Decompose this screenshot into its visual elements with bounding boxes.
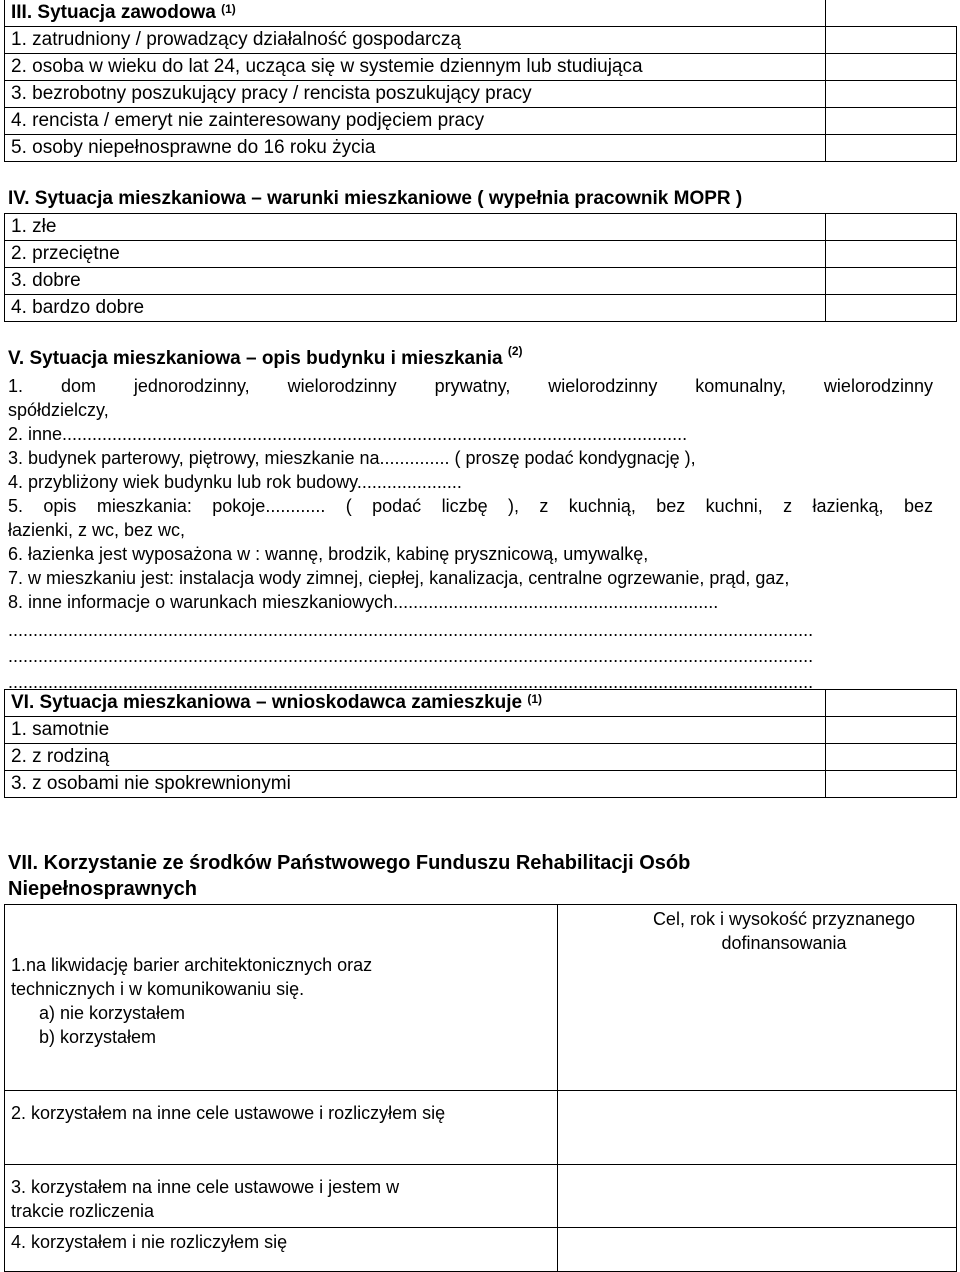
section6-item: 2. z rodziną (5, 744, 826, 771)
section5-dots: ................................................................................................................................................................. (8, 672, 814, 692)
section4-item: 2. przeciętne (5, 241, 826, 268)
checkbox-cell[interactable] (826, 27, 957, 54)
section5-line1b: spółdzielczy, (8, 400, 109, 420)
section5-line6: 6. łazienka jest wyposażona w : wannę, brodzik, kabinę prysznicową, umywalkę, (8, 544, 649, 564)
section5-dots: ................................................................................................................................................................. (8, 646, 814, 666)
section5-dots: ................................................................................................................................................................. (8, 620, 814, 640)
section4-item: 1. złe (5, 214, 826, 241)
section4-item: 3. dobre (5, 268, 826, 295)
checkbox-cell[interactable] (826, 295, 957, 322)
section3-item: 4. rencista / emeryt nie zainteresowany podjęciem pracy (5, 108, 826, 135)
pfron-col-header: Cel, rok i wysokość przyznanego dofinansowania (558, 905, 957, 1091)
section6-heading: VI. Sytuacja mieszkaniowa – wnioskodawca zamieszkuje $^{(1)}$ (5, 690, 826, 717)
pfron-row-1: 1.na likwidację barier architektonicznych oraz technicznych i w komunikowaniu się. a) nie korzystałem b) korzystałem (5, 905, 558, 1091)
option-not-used[interactable]: a) nie korzystałem (39, 1003, 186, 1023)
section4-heading: IV. Sytuacja mieszkaniowa – warunki mieszkaniowe ( wypełnia pracownik MOPR ) (8, 188, 743, 209)
section3-item: 1. zatrudniony / prowadzący działalność gospodarczą (5, 27, 826, 54)
section3-heading-box (826, 0, 957, 27)
section3-heading: III. Sytuacja zawodowa $^{(1)}$ (5, 0, 826, 27)
section3-item: 3. bezrobotny poszukujący pracy / rencista poszukujący pracy (5, 81, 826, 108)
section5-line8: 8. inne informacje o warunkach mieszkaniowych................................................................. (8, 592, 719, 612)
section7-heading: VII. Korzystanie ze środków Państwowego Funduszu Rehabilitacji Osób Niepełnosprawnych (8, 852, 691, 900)
section6-heading-box (826, 690, 957, 717)
section4-item: 4. bardzo dobre (5, 295, 826, 322)
pfron-row-4: 4. korzystałem i nie rozliczyłem się (5, 1228, 558, 1272)
checkbox-cell[interactable] (826, 214, 957, 241)
pfron-row-2-value[interactable] (558, 1091, 957, 1165)
checkbox-cell[interactable] (826, 717, 957, 744)
section5-line7: 7. w mieszkaniu jest: instalacja wody zimnej, ciepłej, kanalizacja, centralne ogrzewanie, prąd, gaz, (8, 568, 790, 588)
section6-item: 3. z osobami nie spokrewnionymi (5, 771, 826, 798)
section5-line4: 4. przybliżony wiek budynku lub rok budowy..................... (8, 472, 462, 492)
checkbox-cell[interactable] (826, 268, 957, 295)
checkbox-cell[interactable] (826, 135, 957, 162)
option-used[interactable]: b) korzystałem (39, 1027, 157, 1047)
section4-table (4, 213, 957, 322)
pfron-table (4, 904, 957, 1272)
section5-heading: V. Sytuacja mieszkaniowa – opis budynku i mieszkania $^{(2)}$ (8, 344, 523, 369)
section5-line1a: 1. dom jednorodzinny, wielorodzinny prywatny, wielorodzinny komunalny, wielorodzinny (8, 376, 933, 396)
checkbox-cell[interactable] (826, 744, 957, 771)
section5-line5b: łazienki, z wc, bez wc, (8, 520, 186, 540)
section5-line5a: 5. opis mieszkania: pokoje............ ( podać liczbę ), z kuchnią, bez kuchni, z łazienką, bez (8, 496, 933, 516)
checkbox-cell[interactable] (826, 771, 957, 798)
checkbox-cell[interactable] (826, 241, 957, 268)
pfron-row-4-value[interactable] (558, 1228, 957, 1272)
pfron-row-3: 3. korzystałem na inne cele ustawowe i jestem w trakcie rozliczenia (5, 1165, 558, 1228)
section6-item: 1. samotnie (5, 717, 826, 744)
checkbox-cell[interactable] (826, 108, 957, 135)
section5-line2: 2. inne............................................................................................................................. (8, 424, 688, 444)
section3-item: 2. osoba w wieku do lat 24, ucząca się w systemie dziennym lub studiująca (5, 54, 826, 81)
section3-table (4, 0, 957, 162)
pfron-row-2: 2. korzystałem na inne cele ustawowe i rozliczyłem się (5, 1091, 558, 1165)
section3-item: 5. osoby niepełnosprawne do 16 roku życia (5, 135, 826, 162)
pfron-row-3-value[interactable] (558, 1165, 957, 1228)
section6-table (4, 689, 957, 798)
checkbox-cell[interactable] (826, 54, 957, 81)
checkbox-cell[interactable] (826, 81, 957, 108)
section5-line3: 3. budynek parterowy, piętrowy, mieszkanie na.............. ( proszę podać kondygnację ), (8, 448, 696, 468)
